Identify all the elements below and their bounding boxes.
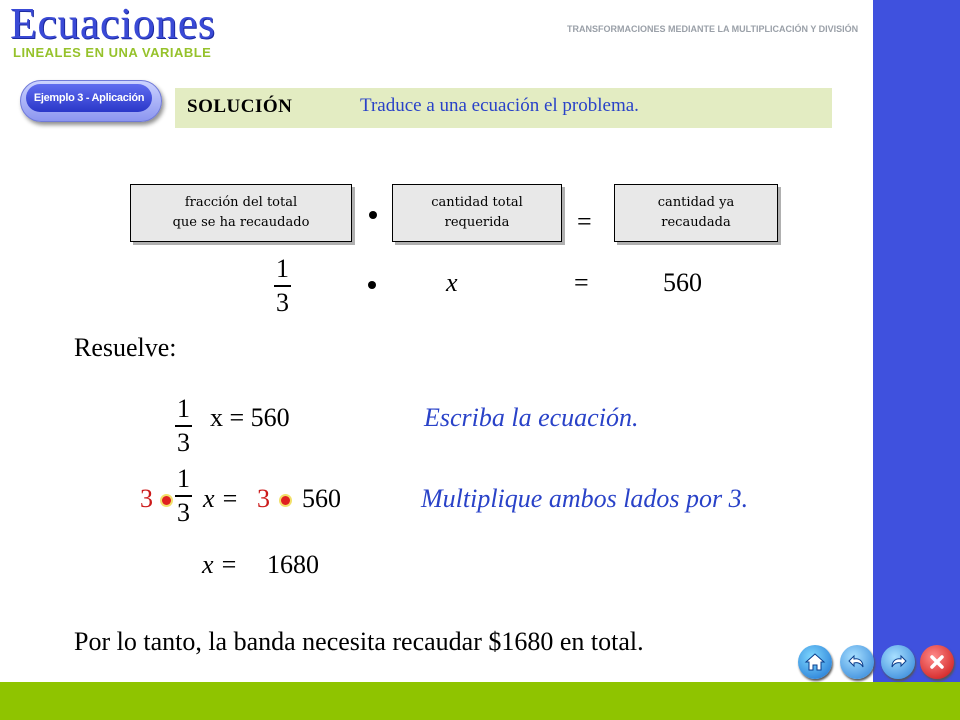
right-side-bar (873, 0, 960, 682)
fraction-numerator: 1 (177, 464, 190, 493)
word-box-collected (614, 184, 778, 242)
multiplier: 3 (257, 484, 270, 513)
x-equals-text: x = (202, 550, 238, 579)
fraction-bar (175, 495, 192, 497)
back-button[interactable] (840, 645, 874, 679)
fraction-one-third (175, 466, 192, 526)
fraction-bar (274, 285, 291, 287)
close-icon (928, 653, 946, 671)
conclusion-text: Por lo tanto, la banda necesita recaudar $1680 en total. (74, 627, 644, 656)
back-arrow-icon (846, 651, 868, 673)
variable-x: x (446, 268, 458, 297)
step-note: Escriba la ecuación. (424, 403, 639, 432)
multiplier: 3 (140, 484, 153, 513)
collected-value: 560 (663, 268, 702, 297)
word-box-line: cantidad ya (657, 195, 735, 210)
fraction-denominator: 3 (276, 288, 289, 317)
page-subtitle: LINEALES EN UNA VARIABLE (13, 45, 212, 60)
example-badge-label: Ejemplo 3 - Aplicación (26, 84, 152, 112)
house-icon (804, 651, 826, 673)
equation-rest (210, 403, 290, 433)
forward-arrow-icon (887, 651, 909, 673)
bottom-bar (0, 682, 960, 720)
resolve-label: Resuelve: (74, 333, 177, 362)
solution-label: SOLUCIÓN (187, 96, 293, 117)
equals-sign: = (574, 268, 589, 297)
multiply-dot (368, 281, 376, 289)
step-note: Multiplique ambos lados por 3. (421, 484, 749, 513)
word-box-line: requerida (444, 215, 510, 230)
word-box-line: fracción del total (184, 195, 298, 210)
result-value: 1680 (267, 550, 319, 579)
multiply-dot (369, 211, 377, 219)
word-box-line: que se ha recaudado (172, 215, 310, 230)
equation-rest-text: x = 560 (210, 403, 290, 432)
page-title: Ecuaciones (10, 0, 216, 48)
fraction-one-third (274, 256, 291, 316)
equation-value: 560 (302, 484, 341, 513)
home-button[interactable] (798, 645, 832, 679)
topic-heading: TRANSFORMACIONES MEDIANTE LA MULTIPLICACIÓN Y DIVISIÓN (567, 24, 859, 34)
equation-x-equals (203, 484, 239, 514)
close-button[interactable] (920, 645, 954, 679)
equals-sign: = (577, 207, 592, 236)
x-equals-text: x = (203, 484, 239, 513)
word-box-fraction (130, 184, 352, 242)
fraction-numerator: 1 (177, 394, 190, 423)
forward-button[interactable] (881, 645, 915, 679)
word-box-line: recaudada (661, 215, 731, 230)
fraction-one-third (175, 396, 192, 456)
multiply-dot (281, 496, 290, 505)
fraction-denominator: 3 (177, 428, 190, 457)
solution-text: Traduce a una ecuación el problema. (360, 95, 639, 116)
word-box-total (392, 184, 562, 242)
fraction-numerator: 1 (276, 254, 289, 283)
word-box-line: cantidad total (431, 195, 523, 210)
fraction-bar (175, 425, 192, 427)
multiply-dot (162, 496, 171, 505)
fraction-denominator: 3 (177, 498, 190, 527)
